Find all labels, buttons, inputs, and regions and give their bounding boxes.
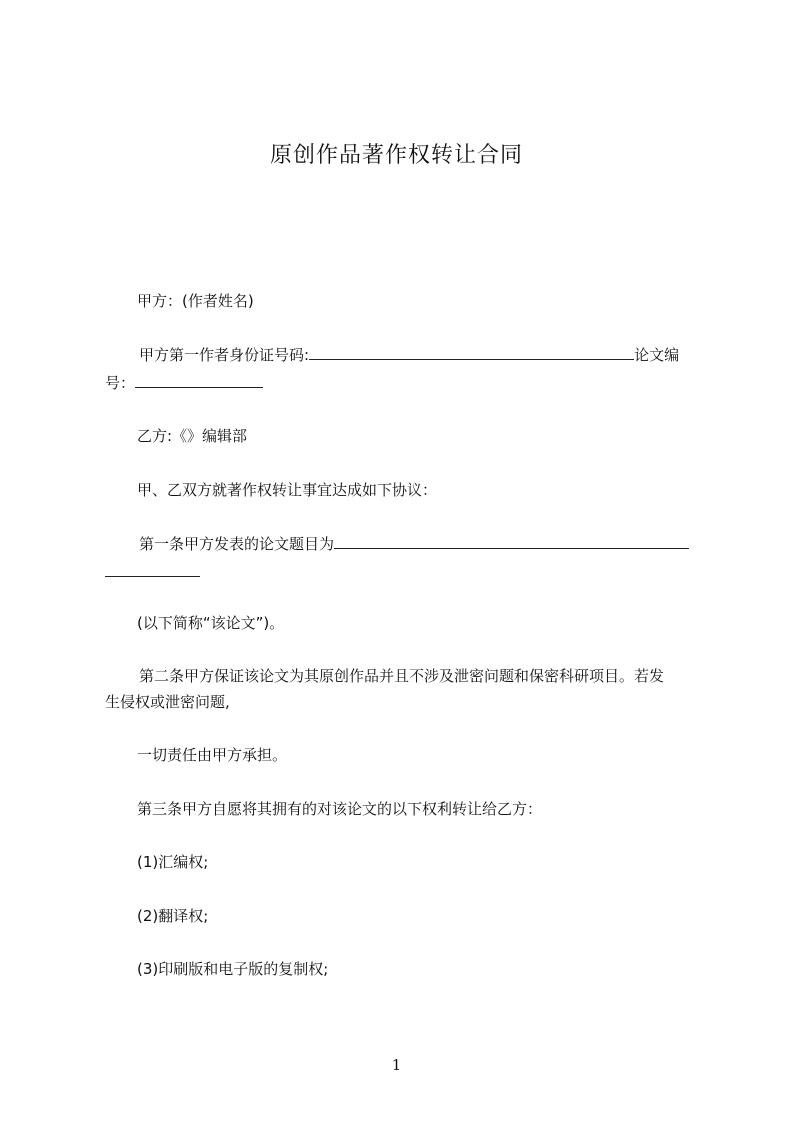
page-number: 1 bbox=[391, 1056, 402, 1074]
paper-number-label-part1: 论文编 bbox=[634, 346, 680, 364]
article1-label: 第一条甲方发表的论文题目为 bbox=[139, 535, 335, 553]
party-b-line: 乙方:《》编辑部 bbox=[137, 427, 248, 445]
paper-number-blank bbox=[135, 371, 263, 388]
right-item-1: (1)汇编权; bbox=[137, 853, 209, 871]
article1-line bbox=[105, 531, 705, 557]
party-a-line: 甲方：(作者姓名) bbox=[137, 292, 254, 310]
right-item-3: (3)印刷版和电子版的复制权; bbox=[137, 960, 329, 978]
article2-line2: 生侵权或泄密问题, bbox=[105, 693, 230, 711]
id-number-blank bbox=[309, 343, 634, 360]
article1-note-line: (以下简称“该论文”)。 bbox=[137, 614, 285, 632]
id-number-label: 甲方第一作者身份证号码: bbox=[139, 346, 310, 364]
contract-title: 原创作品著作权转让合同 bbox=[269, 143, 523, 168]
right-item-2: (2)翻译权; bbox=[137, 907, 209, 925]
id-number-line bbox=[105, 342, 705, 368]
article2-line3: 一切责任由甲方承担。 bbox=[137, 746, 288, 764]
article1-title-blank bbox=[334, 532, 689, 549]
article1-title-blank-continued bbox=[105, 560, 200, 577]
paper-number-line bbox=[105, 370, 705, 396]
paper-number-label-part2: 号： bbox=[105, 374, 136, 392]
article1-blank-continuation bbox=[105, 559, 705, 585]
article3-line: 第三条甲方自愿将其拥有的对该论文的以下权利转让给乙方： bbox=[137, 800, 543, 818]
agreement-intro-line: 甲、乙双方就著作权转让事宜达成如下协议： bbox=[137, 481, 438, 499]
article2-line1: 第二条甲方保证该论文为其原创作品并且不涉及泄密问题和保密科研项目。若发 bbox=[139, 667, 665, 685]
